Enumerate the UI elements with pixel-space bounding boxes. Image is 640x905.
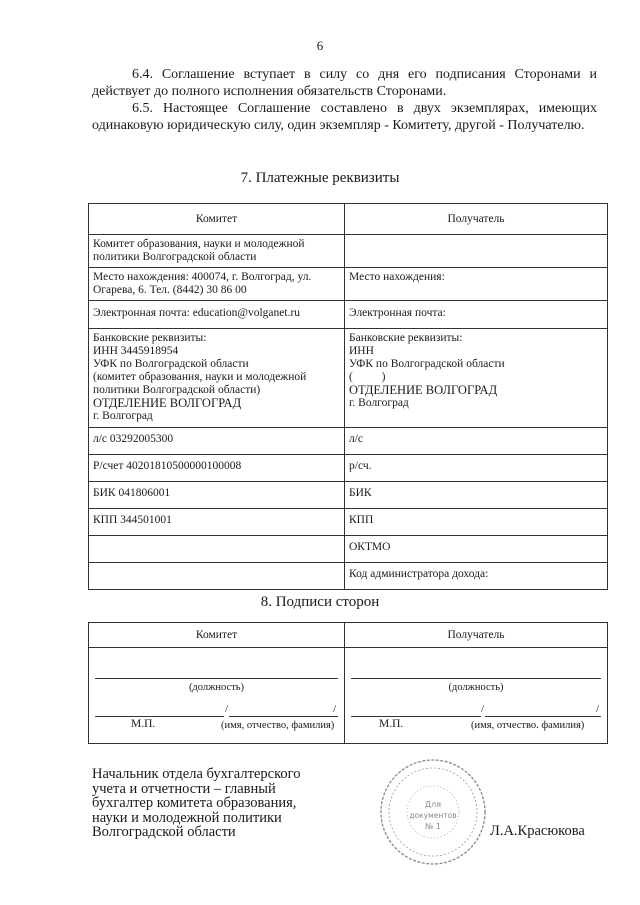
text-line: (комитет образования, науки и молодежной bbox=[93, 371, 307, 383]
section-title-signatures: 8. Подписи сторон bbox=[260, 594, 380, 610]
signatures-table bbox=[88, 622, 608, 744]
table-row bbox=[89, 563, 608, 590]
text-line: ИНН bbox=[349, 345, 374, 357]
slash-mark: / bbox=[481, 703, 485, 715]
text-line: г. Волгоград bbox=[93, 410, 153, 422]
table-row bbox=[89, 482, 608, 509]
official-stamp-icon bbox=[378, 757, 488, 867]
committee-kpp: КПП 344501001 bbox=[89, 509, 345, 536]
signer-name: Л.А.Красюкова bbox=[490, 823, 585, 839]
section-title-payment-details: 7. Платежные реквизиты bbox=[240, 170, 400, 186]
payment-details-table bbox=[88, 203, 608, 590]
committee-account: Р/счет 40201810500000100008 bbox=[89, 455, 345, 482]
stamp-text-line: документов bbox=[409, 811, 457, 820]
table-header-row bbox=[89, 623, 608, 648]
text-line: ОТДЕЛЕНИЕ ВОЛГОГРАД bbox=[349, 383, 498, 397]
text-line: УФК по Волгоградской области bbox=[349, 358, 505, 370]
committee-oktmo bbox=[89, 536, 345, 563]
committee-bank-details bbox=[89, 329, 345, 428]
text-line: бухгалтер комитета образования, bbox=[92, 795, 297, 811]
paragraph-6-4: 6.4. Соглашение вступает в силу со дня его подписания Сторонами и действует до полного исполнения обязательств Сторонами. bbox=[92, 67, 597, 99]
text-line: политики Волгоградской области) bbox=[93, 384, 261, 396]
text-line: УФК по Волгоградской области bbox=[93, 358, 249, 370]
table-row bbox=[89, 455, 608, 482]
committee-address: Место нахождения: 400074, г. Волгоград, ул. Огарева, 6. Тел. (8442) 30 86 00 bbox=[89, 268, 345, 301]
text-line: ОТДЕЛЕНИЕ ВОЛГОГРАД bbox=[93, 396, 242, 410]
text-line: Волгоградской области bbox=[92, 824, 236, 840]
recipient-address: Место нахождения: bbox=[345, 268, 608, 301]
recipient-oktmo: ОКТМО bbox=[345, 536, 608, 563]
position-line bbox=[351, 678, 601, 679]
recipient-name bbox=[345, 235, 608, 268]
text-line: Банковские реквизиты: bbox=[349, 332, 463, 344]
committee-email: Электронная почта: education@volganet.ru bbox=[89, 301, 345, 329]
table-row bbox=[89, 648, 608, 744]
full-name-caption: (имя, отчество, фамилия) bbox=[221, 720, 335, 731]
table-row bbox=[89, 268, 608, 301]
committee-name: Комитет образования, науки и молодежной политики Волгоградской области bbox=[89, 235, 345, 268]
stamp-text-line: Для bbox=[424, 800, 442, 809]
text-line: Начальник отдела бухгалтерского bbox=[92, 766, 301, 782]
slash-mark: / bbox=[595, 703, 599, 715]
recipient-admin-code: Код администратора дохода: bbox=[345, 563, 608, 590]
name-line bbox=[229, 716, 338, 717]
committee-signature-block[interactable] bbox=[89, 648, 345, 744]
recipient-ls: л/с bbox=[345, 428, 608, 455]
recipient-account: р/сч. bbox=[345, 455, 608, 482]
full-name-caption: (имя, отчество. фамилия) bbox=[471, 720, 585, 731]
text-line: учета и отчетности – главный bbox=[92, 780, 276, 797]
recipient-kpp: КПП bbox=[345, 509, 608, 536]
paragraph-6-5: 6.5. Настоящее Соглашение составлено в двух экземплярах, имеющих одинаковую юридическую силу, один экземпляр - Комитету, другой - Получателю. bbox=[92, 101, 597, 133]
table-row bbox=[89, 235, 608, 268]
table-row bbox=[89, 536, 608, 563]
page-number: 6 bbox=[316, 38, 324, 53]
recipient-email: Электронная почта: bbox=[345, 301, 608, 329]
position-caption: (должность) bbox=[188, 682, 245, 693]
recipient-bik: БИК bbox=[345, 482, 608, 509]
signature-line bbox=[95, 716, 224, 717]
name-line bbox=[485, 716, 601, 717]
slash-mark: / bbox=[332, 703, 336, 715]
text-line: науки и молодежной политики bbox=[92, 809, 282, 826]
stamp-placeholder-label: М.П. bbox=[379, 718, 404, 730]
committee-ls: л/с 03292005300 bbox=[89, 428, 345, 455]
recipient-bank-details bbox=[345, 329, 608, 428]
table-row bbox=[89, 428, 608, 455]
text-line: ( ) bbox=[349, 371, 386, 383]
stamp-placeholder-label: М.П. bbox=[131, 718, 156, 730]
stamp-text-line: № 1 bbox=[425, 822, 441, 831]
sig-header-recipient: Получатель bbox=[345, 623, 608, 648]
recipient-signature-block[interactable] bbox=[345, 648, 608, 744]
header-recipient: Получатель bbox=[345, 204, 608, 235]
committee-admin-code bbox=[89, 563, 345, 590]
text-line: Банковские реквизиты: bbox=[93, 332, 207, 344]
header-committee: Комитет bbox=[89, 204, 345, 235]
table-row bbox=[89, 301, 608, 329]
slash-mark: / bbox=[225, 703, 229, 715]
signer-position bbox=[92, 767, 300, 840]
position-caption: (должность) bbox=[448, 682, 504, 693]
table-row bbox=[89, 329, 608, 428]
text-line: ИНН 3445918954 bbox=[93, 345, 179, 357]
table-row bbox=[89, 509, 608, 536]
text-line: г. Волгоград bbox=[349, 397, 409, 409]
committee-bik: БИК 041806001 bbox=[89, 482, 345, 509]
table-header-row bbox=[89, 204, 608, 235]
sig-header-committee: Комитет bbox=[89, 623, 345, 648]
signature-line bbox=[351, 716, 481, 717]
position-line bbox=[95, 678, 338, 679]
